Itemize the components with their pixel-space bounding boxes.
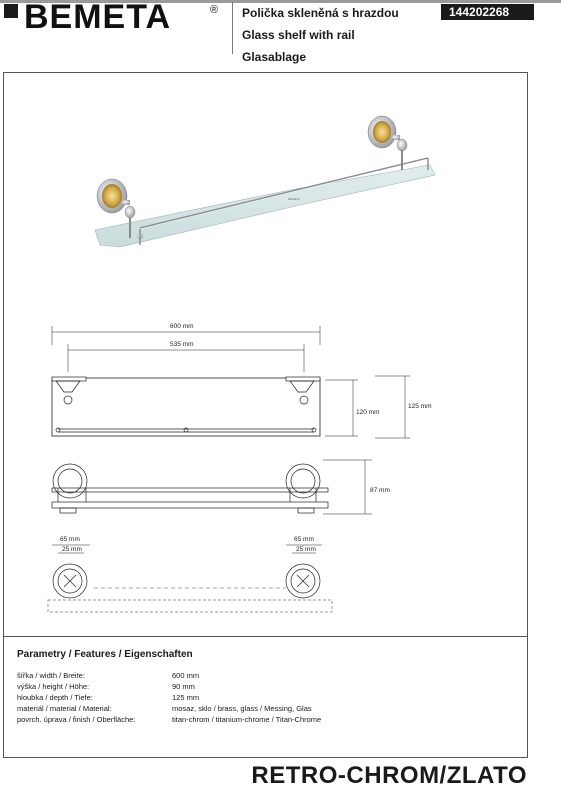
param-label: materiál / material / Material:: [17, 704, 112, 713]
parameters-section: [17, 649, 322, 725]
product-code-badge: 144202268: [441, 4, 534, 20]
dim-left-outer: 65 mm: [60, 536, 80, 543]
svg-text:BEMETA: BEMETA: [288, 197, 301, 201]
parameters-title: Parametry / Features / Eigenschaften: [17, 649, 193, 660]
dim-overall-width: 600 mm: [170, 323, 194, 330]
dim-left-inner: 25 mm: [62, 546, 82, 553]
param-value: 125 mm: [172, 693, 200, 702]
title-en: Glass shelf with rail: [242, 28, 355, 42]
param-label: šířka / width / Breite:: [17, 671, 85, 680]
param-row-material: [17, 703, 312, 714]
dim-inner-height: 120 mm: [356, 409, 380, 416]
param-row-depth: [17, 692, 200, 703]
dim-right-inner: 25 mm: [296, 546, 316, 553]
mount-view: [48, 545, 332, 612]
param-label: výška / height / Höhe:: [17, 682, 90, 691]
param-value: 90 mm: [172, 682, 195, 691]
product-image: [95, 116, 435, 247]
finish-title: RETRO-CHROM/ZLATO: [251, 762, 527, 789]
dim-bracket-spacing: 535 mm: [170, 341, 194, 348]
brand-name: BEMETA: [24, 0, 172, 36]
param-label: povrch. úprava / finish / Oberfläche:: [17, 715, 136, 724]
param-label: hloubka / depth / Tiefe:: [17, 693, 93, 702]
registered-mark: ®: [210, 4, 219, 16]
top-view: [52, 460, 372, 514]
param-value: mosaz, sklo / brass, glass / Messing, Glas: [172, 704, 312, 713]
front-view: [52, 326, 410, 438]
param-row-width: [17, 670, 200, 681]
param-row-finish: [17, 714, 322, 725]
dim-outer-height: 125 mm: [408, 403, 432, 410]
rail: [140, 158, 428, 228]
dim-top-depth: 87 mm: [370, 487, 390, 494]
param-value: titan-chrom / titanium-chrome / Titan-Chrome: [172, 715, 322, 724]
glass-shelf: [95, 165, 435, 247]
title-cz: Polička skleněná s hrazdou: [242, 6, 399, 20]
param-row-height: [17, 681, 193, 692]
param-value: 600 mm: [172, 671, 200, 680]
dim-right-outer: 65 mm: [294, 536, 314, 543]
title-de: Glasablage: [242, 50, 307, 64]
